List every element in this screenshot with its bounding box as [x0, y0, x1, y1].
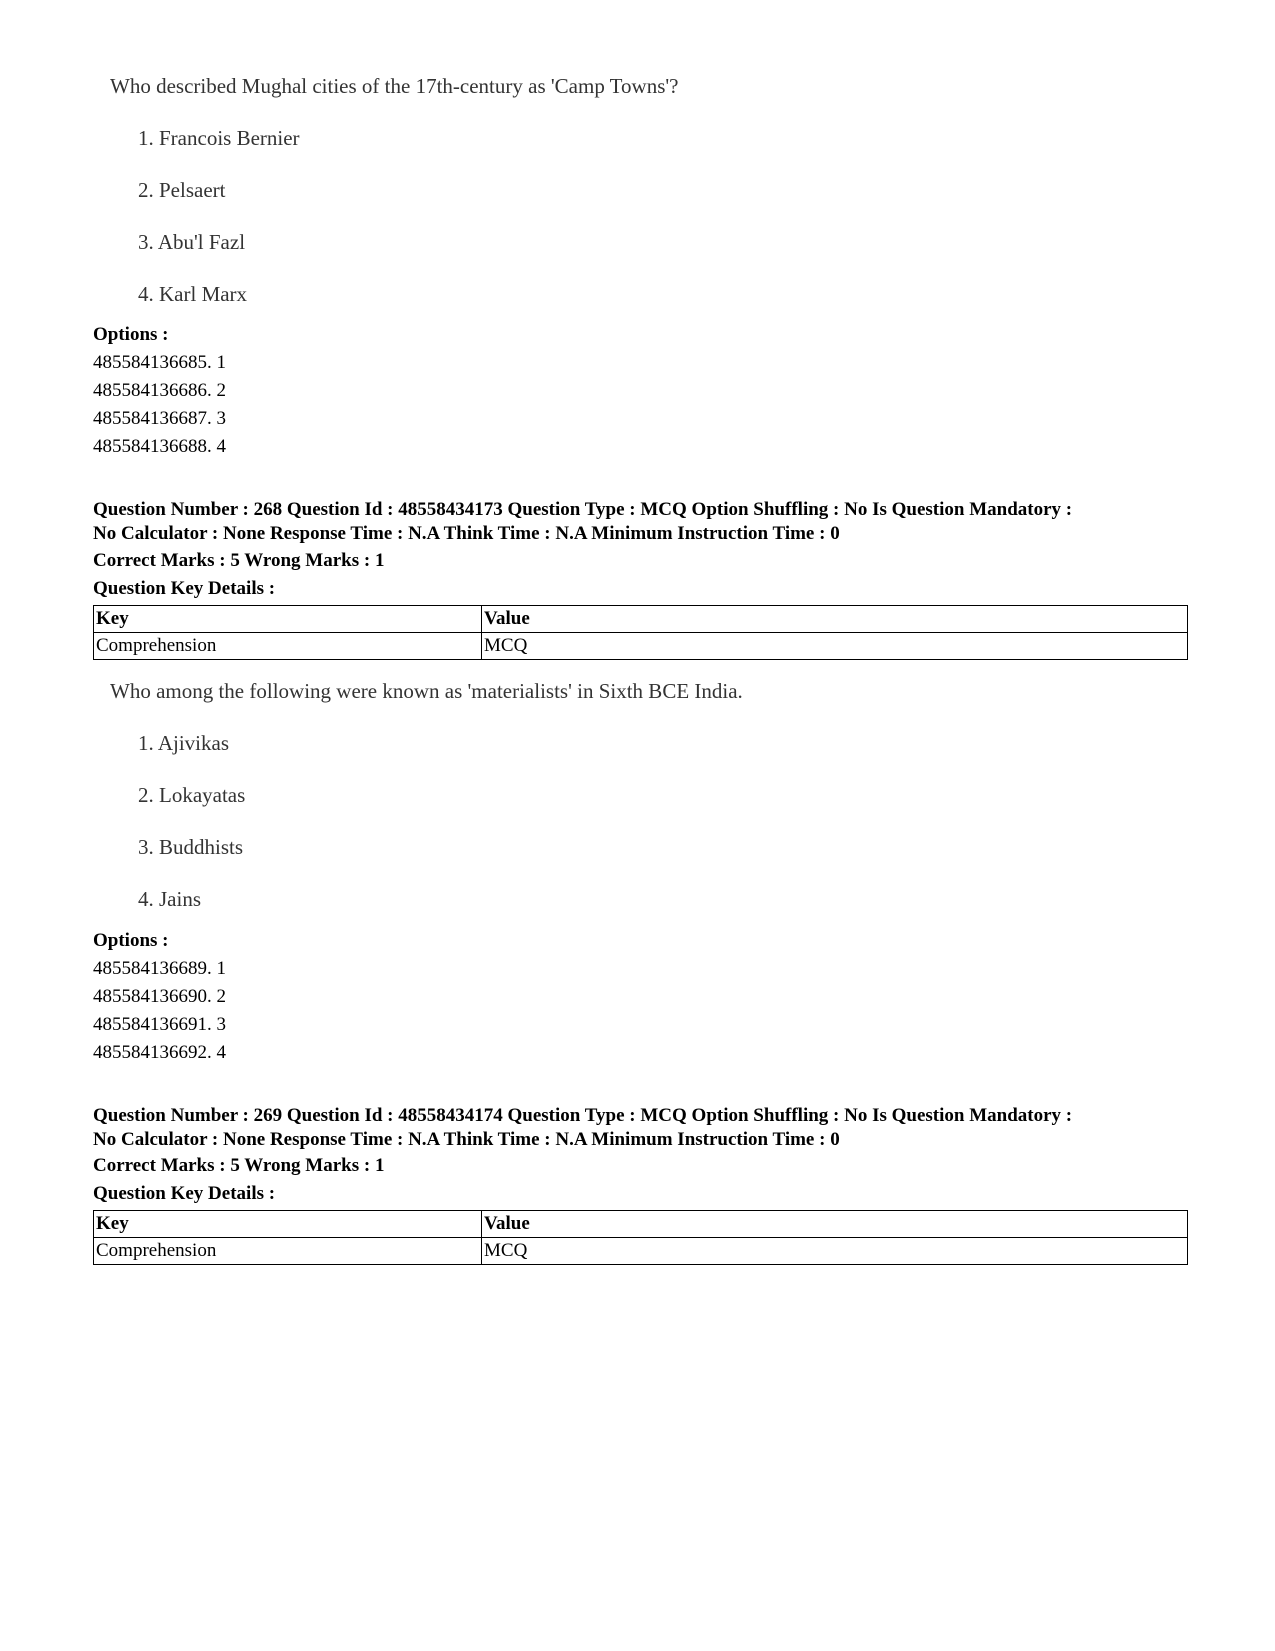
choice-4: 4. Karl Marx — [138, 282, 248, 306]
table-row — [94, 1238, 1188, 1265]
choice-1: 1. Francois Bernier — [138, 126, 300, 150]
choice-1: 1. Ajivikas — [138, 731, 230, 755]
key-details-label: Question Key Details : — [93, 578, 276, 599]
marks-label: Correct Marks : 5 Wrong Marks : 1 — [93, 1155, 385, 1176]
choice-2: 2. Pelsaert — [138, 178, 226, 202]
option-id: 485584136690. 2 — [93, 986, 226, 1007]
marks-label: Correct Marks : 5 Wrong Marks : 1 — [93, 550, 385, 571]
option-id: 485584136692. 4 — [93, 1042, 226, 1063]
option-id: 485584136689. 1 — [93, 958, 226, 979]
option-id: 485584136687. 3 — [93, 408, 226, 429]
question-text: Who among the following were known as 'materialists' in Sixth BCE India. — [110, 679, 743, 703]
cell-key: Comprehension — [94, 1238, 482, 1265]
choice-4: 4. Jains — [138, 887, 201, 911]
choice-2: 2. Lokayatas — [138, 783, 246, 807]
header-value: Value — [482, 606, 1188, 633]
options-label: Options : — [93, 324, 169, 345]
header-value: Value — [482, 1211, 1188, 1238]
header-key: Key — [94, 606, 482, 633]
option-id: 485584136686. 2 — [93, 380, 226, 401]
question-meta — [93, 1104, 1193, 1152]
question-text: Who described Mughal cities of the 17th-century as 'Camp Towns'? — [110, 74, 679, 98]
cell-value: MCQ — [482, 1238, 1188, 1265]
meta-line-1: Question Number : 269 Question Id : 48558434174 Question Type : MCQ Option Shuffling : No Is Question Mandatory : — [93, 1105, 1073, 1126]
key-details-table — [93, 1210, 1188, 1265]
meta-line-1: Question Number : 268 Question Id : 48558434173 Question Type : MCQ Option Shuffling : No Is Question Mandatory : — [93, 499, 1073, 520]
table-row — [94, 633, 1188, 660]
meta-line-2: No Calculator : None Response Time : N.A Think Time : N.A Minimum Instruction Time : 0 — [93, 523, 840, 544]
cell-key: Comprehension — [94, 633, 482, 660]
options-label: Options : — [93, 930, 169, 951]
option-id: 485584136691. 3 — [93, 1014, 226, 1035]
meta-line-2: No Calculator : None Response Time : N.A Think Time : N.A Minimum Instruction Time : 0 — [93, 1129, 840, 1150]
option-id: 485584136688. 4 — [93, 436, 226, 457]
question-meta — [93, 498, 1193, 546]
choice-3: 3. Abu'l Fazl — [138, 230, 246, 254]
header-key: Key — [94, 1211, 482, 1238]
cell-value: MCQ — [482, 633, 1188, 660]
option-id: 485584136685. 1 — [93, 352, 226, 373]
table-header-row — [94, 606, 1188, 633]
table-header-row — [94, 1211, 1188, 1238]
key-details-label: Question Key Details : — [93, 1183, 276, 1204]
key-details-table — [93, 605, 1188, 660]
choice-3: 3. Buddhists — [138, 835, 244, 859]
